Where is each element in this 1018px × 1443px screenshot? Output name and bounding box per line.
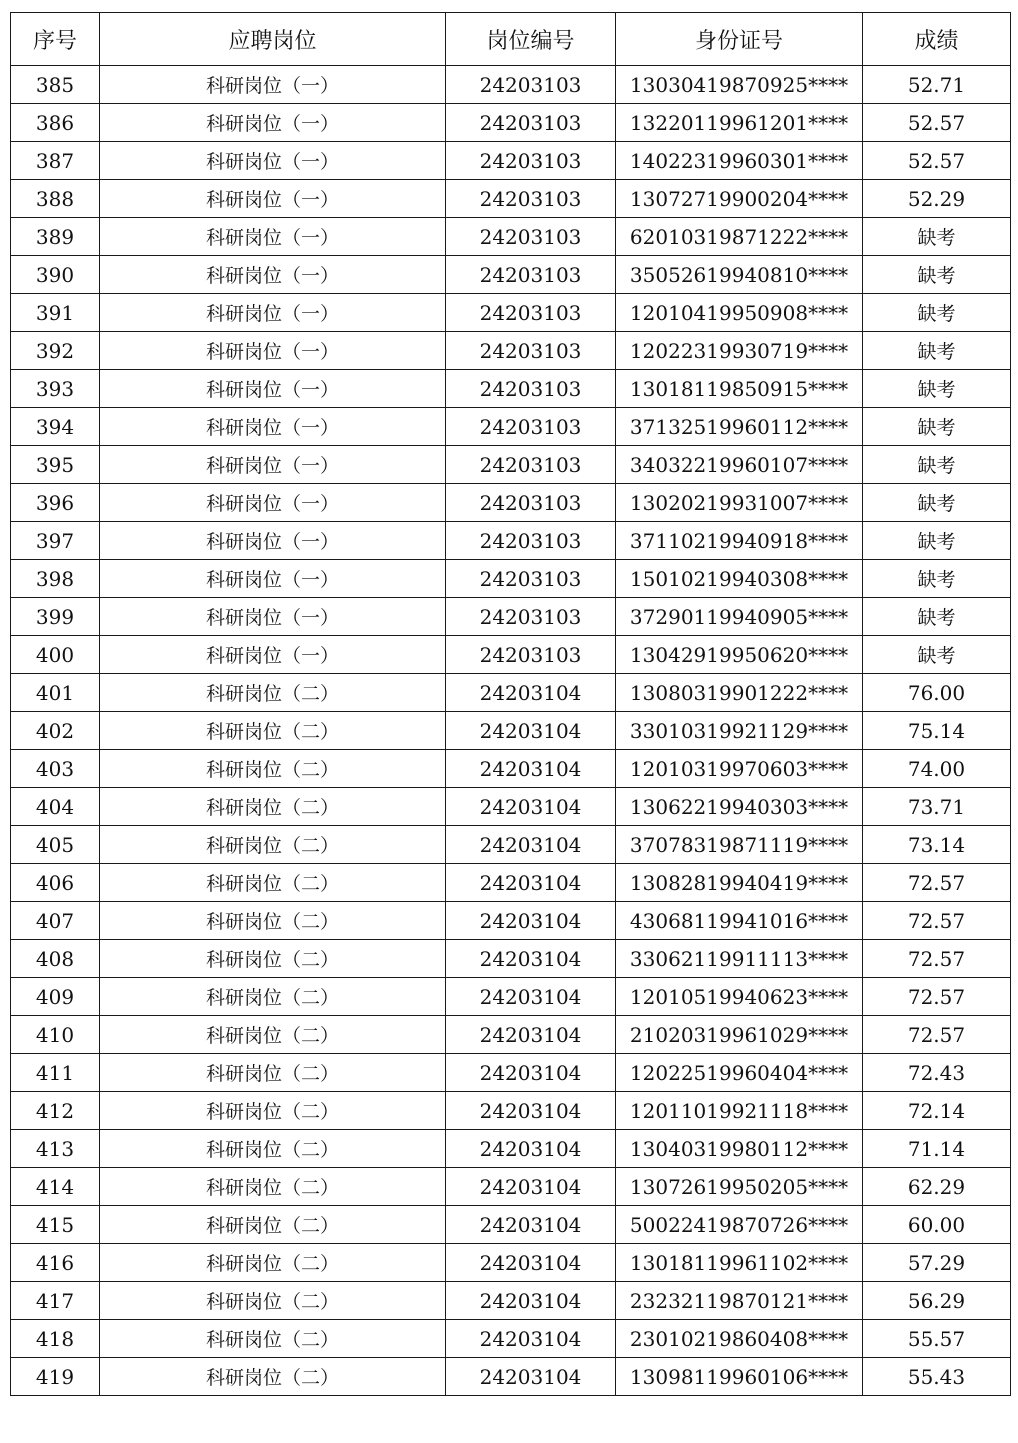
- cell-id-number: 23010219860408****: [616, 1320, 863, 1358]
- cell-seq: 386: [11, 104, 100, 142]
- table-row: [11, 1168, 1011, 1206]
- cell-position: 科研岗位（二）: [100, 1358, 446, 1396]
- cell-score: 缺考: [863, 408, 1011, 446]
- cell-id-number: 12010319970603****: [616, 750, 863, 788]
- table-row: [11, 294, 1011, 332]
- cell-score: 76.00: [863, 674, 1011, 712]
- cell-position-code: 24203104: [446, 978, 616, 1016]
- cell-seq: 405: [11, 826, 100, 864]
- cell-position: 科研岗位（一）: [100, 218, 446, 256]
- cell-score: 72.57: [863, 940, 1011, 978]
- cell-id-number: 13098119960106****: [616, 1358, 863, 1396]
- cell-score: 缺考: [863, 218, 1011, 256]
- table-body: [11, 66, 1011, 1396]
- cell-id-number: 35052619940810****: [616, 256, 863, 294]
- cell-id-number: 12010419950908****: [616, 294, 863, 332]
- cell-id-number: 12011019921118****: [616, 1092, 863, 1130]
- table-row: [11, 446, 1011, 484]
- cell-position-code: 24203103: [446, 180, 616, 218]
- header-row: [11, 13, 1011, 66]
- cell-score: 62.29: [863, 1168, 1011, 1206]
- cell-position: 科研岗位（二）: [100, 712, 446, 750]
- cell-seq: 406: [11, 864, 100, 902]
- cell-seq: 388: [11, 180, 100, 218]
- cell-position: 科研岗位（一）: [100, 142, 446, 180]
- cell-id-number: 13042919950620****: [616, 636, 863, 674]
- cell-seq: 417: [11, 1282, 100, 1320]
- cell-seq: 411: [11, 1054, 100, 1092]
- table-row: [11, 142, 1011, 180]
- cell-position: 科研岗位（一）: [100, 484, 446, 522]
- table-row: [11, 104, 1011, 142]
- header-id-number: 身份证号: [616, 13, 863, 66]
- cell-position: 科研岗位（一）: [100, 370, 446, 408]
- cell-seq: 393: [11, 370, 100, 408]
- table-row: [11, 598, 1011, 636]
- cell-id-number: 13220119961201****: [616, 104, 863, 142]
- table-row: [11, 1320, 1011, 1358]
- cell-position: 科研岗位（二）: [100, 1206, 446, 1244]
- cell-seq: 416: [11, 1244, 100, 1282]
- cell-position: 科研岗位（二）: [100, 1282, 446, 1320]
- cell-position: 科研岗位（二）: [100, 788, 446, 826]
- cell-id-number: 23232119870121****: [616, 1282, 863, 1320]
- cell-position-code: 24203104: [446, 1168, 616, 1206]
- table-row: [11, 484, 1011, 522]
- cell-position: 科研岗位（一）: [100, 180, 446, 218]
- cell-score: 74.00: [863, 750, 1011, 788]
- table-row: [11, 218, 1011, 256]
- cell-id-number: 33062119911113****: [616, 940, 863, 978]
- table-row: [11, 788, 1011, 826]
- cell-position: 科研岗位（一）: [100, 256, 446, 294]
- cell-position-code: 24203103: [446, 560, 616, 598]
- cell-seq: 409: [11, 978, 100, 1016]
- cell-id-number: 15010219940308****: [616, 560, 863, 598]
- cell-position-code: 24203103: [446, 294, 616, 332]
- cell-id-number: 13080319901222****: [616, 674, 863, 712]
- cell-score: 71.14: [863, 1130, 1011, 1168]
- cell-position: 科研岗位（二）: [100, 902, 446, 940]
- cell-position: 科研岗位（二）: [100, 978, 446, 1016]
- cell-seq: 396: [11, 484, 100, 522]
- cell-position-code: 24203104: [446, 940, 616, 978]
- results-table: [10, 12, 1011, 1396]
- cell-seq: 410: [11, 1016, 100, 1054]
- cell-seq: 400: [11, 636, 100, 674]
- cell-score: 缺考: [863, 636, 1011, 674]
- cell-score: 73.71: [863, 788, 1011, 826]
- table-row: [11, 1054, 1011, 1092]
- cell-id-number: 13072619950205****: [616, 1168, 863, 1206]
- cell-id-number: 37078319871119****: [616, 826, 863, 864]
- table-row: [11, 66, 1011, 104]
- cell-score: 72.57: [863, 864, 1011, 902]
- cell-seq: 390: [11, 256, 100, 294]
- cell-position: 科研岗位（二）: [100, 1092, 446, 1130]
- cell-position: 科研岗位（一）: [100, 446, 446, 484]
- cell-position-code: 24203104: [446, 1244, 616, 1282]
- table-row: [11, 826, 1011, 864]
- cell-id-number: 13020219931007****: [616, 484, 863, 522]
- table-row: [11, 1016, 1011, 1054]
- table-row: [11, 1206, 1011, 1244]
- table-row: [11, 978, 1011, 1016]
- cell-position: 科研岗位（一）: [100, 636, 446, 674]
- table-row: [11, 940, 1011, 978]
- cell-id-number: 14022319960301****: [616, 142, 863, 180]
- cell-position: 科研岗位（一）: [100, 66, 446, 104]
- cell-score: 缺考: [863, 484, 1011, 522]
- cell-position: 科研岗位（二）: [100, 1016, 446, 1054]
- cell-position-code: 24203103: [446, 446, 616, 484]
- cell-seq: 419: [11, 1358, 100, 1396]
- cell-position: 科研岗位（一）: [100, 332, 446, 370]
- cell-position-code: 24203104: [446, 902, 616, 940]
- table-row: [11, 712, 1011, 750]
- cell-id-number: 13082819940419****: [616, 864, 863, 902]
- cell-position: 科研岗位（二）: [100, 940, 446, 978]
- cell-position: 科研岗位（二）: [100, 1320, 446, 1358]
- cell-seq: 414: [11, 1168, 100, 1206]
- cell-id-number: 50022419870726****: [616, 1206, 863, 1244]
- cell-score: 55.57: [863, 1320, 1011, 1358]
- cell-position: 科研岗位（一）: [100, 294, 446, 332]
- cell-position-code: 24203104: [446, 788, 616, 826]
- cell-position: 科研岗位（二）: [100, 1168, 446, 1206]
- cell-position: 科研岗位（一）: [100, 408, 446, 446]
- cell-position: 科研岗位（一）: [100, 104, 446, 142]
- cell-id-number: 37290119940905****: [616, 598, 863, 636]
- cell-seq: 395: [11, 446, 100, 484]
- cell-position-code: 24203104: [446, 1092, 616, 1130]
- cell-id-number: 13018119850915****: [616, 370, 863, 408]
- cell-position-code: 24203104: [446, 1206, 616, 1244]
- cell-score: 72.43: [863, 1054, 1011, 1092]
- cell-position-code: 24203104: [446, 1016, 616, 1054]
- cell-seq: 387: [11, 142, 100, 180]
- cell-position-code: 24203104: [446, 712, 616, 750]
- header-position-code: 岗位编号: [446, 13, 616, 66]
- cell-id-number: 34032219960107****: [616, 446, 863, 484]
- table-row: [11, 1358, 1011, 1396]
- cell-seq: 408: [11, 940, 100, 978]
- cell-position: 科研岗位（一）: [100, 598, 446, 636]
- table-row: [11, 902, 1011, 940]
- cell-position: 科研岗位（二）: [100, 826, 446, 864]
- cell-position-code: 24203103: [446, 142, 616, 180]
- cell-score: 缺考: [863, 256, 1011, 294]
- cell-score: 56.29: [863, 1282, 1011, 1320]
- cell-score: 52.71: [863, 66, 1011, 104]
- cell-score: 缺考: [863, 370, 1011, 408]
- cell-position-code: 24203103: [446, 104, 616, 142]
- cell-id-number: 13040319980112****: [616, 1130, 863, 1168]
- cell-score: 75.14: [863, 712, 1011, 750]
- cell-id-number: 62010319871222****: [616, 218, 863, 256]
- cell-position: 科研岗位（二）: [100, 674, 446, 712]
- cell-position-code: 24203103: [446, 66, 616, 104]
- table-row: [11, 1130, 1011, 1168]
- cell-position-code: 24203103: [446, 522, 616, 560]
- cell-seq: 412: [11, 1092, 100, 1130]
- cell-position-code: 24203103: [446, 408, 616, 446]
- cell-position: 科研岗位（一）: [100, 560, 446, 598]
- cell-position-code: 24203103: [446, 598, 616, 636]
- cell-position-code: 24203104: [446, 1358, 616, 1396]
- header-score: 成绩: [863, 13, 1011, 66]
- cell-score: 缺考: [863, 332, 1011, 370]
- cell-id-number: 33010319921129****: [616, 712, 863, 750]
- cell-score: 72.57: [863, 1016, 1011, 1054]
- table-row: [11, 750, 1011, 788]
- cell-position: 科研岗位（二）: [100, 1244, 446, 1282]
- cell-position-code: 24203103: [446, 484, 616, 522]
- cell-score: 52.57: [863, 104, 1011, 142]
- cell-seq: 413: [11, 1130, 100, 1168]
- cell-position: 科研岗位（二）: [100, 1054, 446, 1092]
- table-row: [11, 1244, 1011, 1282]
- cell-score: 52.29: [863, 180, 1011, 218]
- cell-score: 缺考: [863, 560, 1011, 598]
- cell-position-code: 24203103: [446, 636, 616, 674]
- cell-position-code: 24203103: [446, 370, 616, 408]
- cell-seq: 385: [11, 66, 100, 104]
- cell-seq: 391: [11, 294, 100, 332]
- cell-position: 科研岗位（一）: [100, 522, 446, 560]
- cell-score: 72.57: [863, 902, 1011, 940]
- cell-seq: 404: [11, 788, 100, 826]
- table-row: [11, 408, 1011, 446]
- cell-id-number: 13018119961102****: [616, 1244, 863, 1282]
- cell-position-code: 24203104: [446, 1054, 616, 1092]
- cell-position: 科研岗位（二）: [100, 864, 446, 902]
- cell-position-code: 24203104: [446, 864, 616, 902]
- cell-position-code: 24203104: [446, 674, 616, 712]
- cell-seq: 402: [11, 712, 100, 750]
- cell-score: 60.00: [863, 1206, 1011, 1244]
- table-row: [11, 522, 1011, 560]
- cell-id-number: 12010519940623****: [616, 978, 863, 1016]
- cell-id-number: 13062219940303****: [616, 788, 863, 826]
- table-row: [11, 864, 1011, 902]
- cell-seq: 418: [11, 1320, 100, 1358]
- table-row: [11, 674, 1011, 712]
- cell-position-code: 24203103: [446, 218, 616, 256]
- cell-score: 缺考: [863, 522, 1011, 560]
- cell-seq: 403: [11, 750, 100, 788]
- cell-id-number: 13030419870925****: [616, 66, 863, 104]
- cell-seq: 407: [11, 902, 100, 940]
- cell-position-code: 24203103: [446, 332, 616, 370]
- cell-position-code: 24203104: [446, 750, 616, 788]
- cell-id-number: 37110219940918****: [616, 522, 863, 560]
- table-row: [11, 180, 1011, 218]
- cell-seq: 398: [11, 560, 100, 598]
- cell-score: 72.57: [863, 978, 1011, 1016]
- cell-id-number: 13072719900204****: [616, 180, 863, 218]
- cell-id-number: 43068119941016****: [616, 902, 863, 940]
- table-row: [11, 636, 1011, 674]
- cell-score: 57.29: [863, 1244, 1011, 1282]
- header-position: 应聘岗位: [100, 13, 446, 66]
- cell-score: 72.14: [863, 1092, 1011, 1130]
- cell-position-code: 24203104: [446, 826, 616, 864]
- cell-score: 缺考: [863, 598, 1011, 636]
- cell-seq: 399: [11, 598, 100, 636]
- cell-seq: 401: [11, 674, 100, 712]
- cell-score: 缺考: [863, 294, 1011, 332]
- cell-position-code: 24203104: [446, 1282, 616, 1320]
- cell-score: 55.43: [863, 1358, 1011, 1396]
- cell-id-number: 37132519960112****: [616, 408, 863, 446]
- table-row: [11, 1282, 1011, 1320]
- cell-score: 52.57: [863, 142, 1011, 180]
- cell-seq: 415: [11, 1206, 100, 1244]
- table-row: [11, 332, 1011, 370]
- table-row: [11, 560, 1011, 598]
- table-row: [11, 256, 1011, 294]
- cell-seq: 392: [11, 332, 100, 370]
- cell-position-code: 24203104: [446, 1320, 616, 1358]
- table-row: [11, 1092, 1011, 1130]
- cell-id-number: 12022319930719****: [616, 332, 863, 370]
- cell-score: 缺考: [863, 446, 1011, 484]
- cell-position: 科研岗位（二）: [100, 750, 446, 788]
- cell-position: 科研岗位（二）: [100, 1130, 446, 1168]
- cell-seq: 389: [11, 218, 100, 256]
- cell-seq: 394: [11, 408, 100, 446]
- table-row: [11, 370, 1011, 408]
- cell-score: 73.14: [863, 826, 1011, 864]
- cell-id-number: 21020319961029****: [616, 1016, 863, 1054]
- cell-id-number: 12022519960404****: [616, 1054, 863, 1092]
- header-seq: 序号: [11, 13, 100, 66]
- cell-seq: 397: [11, 522, 100, 560]
- cell-position-code: 24203103: [446, 256, 616, 294]
- cell-position-code: 24203104: [446, 1130, 616, 1168]
